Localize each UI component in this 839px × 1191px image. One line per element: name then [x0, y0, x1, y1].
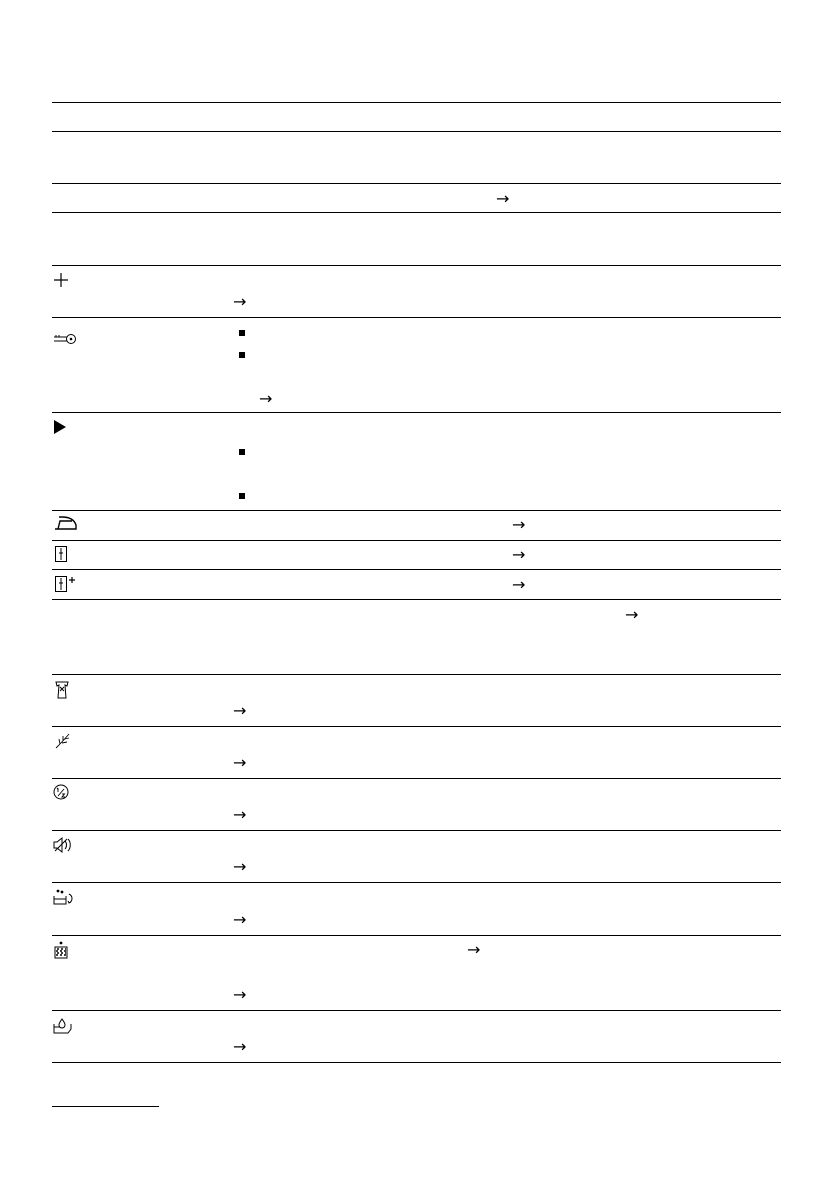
arrow-reference: →	[467, 940, 481, 959]
arrow-reference: →	[496, 189, 510, 208]
arrow-reference: →	[233, 857, 247, 876]
arrow-reference: →	[259, 389, 273, 408]
table-row-rule	[52, 212, 781, 213]
table-row-rule	[52, 830, 781, 831]
table-header-rule	[52, 131, 781, 132]
key-child-lock-icon	[53, 333, 77, 345]
table-row-rule	[52, 1010, 781, 1011]
list-bullet	[239, 330, 245, 336]
arrow-reference: →	[625, 605, 639, 624]
plus-icon	[53, 272, 69, 288]
drum-icon	[55, 546, 67, 562]
mute-sound-icon	[53, 837, 73, 853]
table-row-rule	[52, 412, 781, 413]
arrow-reference: →	[233, 910, 247, 929]
detergent-icon	[54, 941, 68, 959]
list-bullet	[239, 493, 245, 499]
table-row-rule	[52, 726, 781, 727]
table-row-rule	[52, 317, 781, 318]
arrow-reference: →	[233, 1037, 247, 1056]
play-start-icon	[53, 419, 67, 435]
table-top-rule	[52, 102, 781, 103]
table-row-rule	[52, 540, 781, 541]
arrow-reference: →	[233, 701, 247, 720]
table-row-rule	[52, 510, 781, 511]
table-row-rule	[52, 674, 781, 675]
arrow-reference: →	[512, 575, 526, 594]
half-load-icon	[53, 784, 69, 800]
arrow-reference: →	[233, 753, 247, 772]
arrow-reference: →	[233, 985, 247, 1004]
table-row-rule	[52, 183, 781, 184]
table-row-rule	[52, 935, 781, 936]
iron-icon	[53, 515, 77, 531]
footnote-rule	[52, 1106, 159, 1107]
list-bullet	[239, 449, 245, 455]
table-row-rule	[52, 569, 781, 570]
arrow-reference: →	[512, 515, 526, 534]
drum-plus-icon	[55, 576, 77, 592]
list-bullet	[239, 352, 245, 358]
water-tap-icon	[53, 1018, 73, 1034]
table-row-rule	[52, 599, 781, 600]
arrow-reference: →	[233, 805, 247, 824]
table-row-rule	[52, 778, 781, 779]
rinse-leaf-icon	[54, 733, 70, 749]
table-row-rule	[52, 882, 781, 883]
shirt-icon	[54, 681, 70, 699]
table-row-rule	[52, 265, 781, 266]
arrow-reference: →	[233, 292, 247, 311]
arrow-reference: →	[512, 545, 526, 564]
water-plus-icon	[53, 888, 75, 906]
table-bottom-rule	[52, 1062, 781, 1063]
